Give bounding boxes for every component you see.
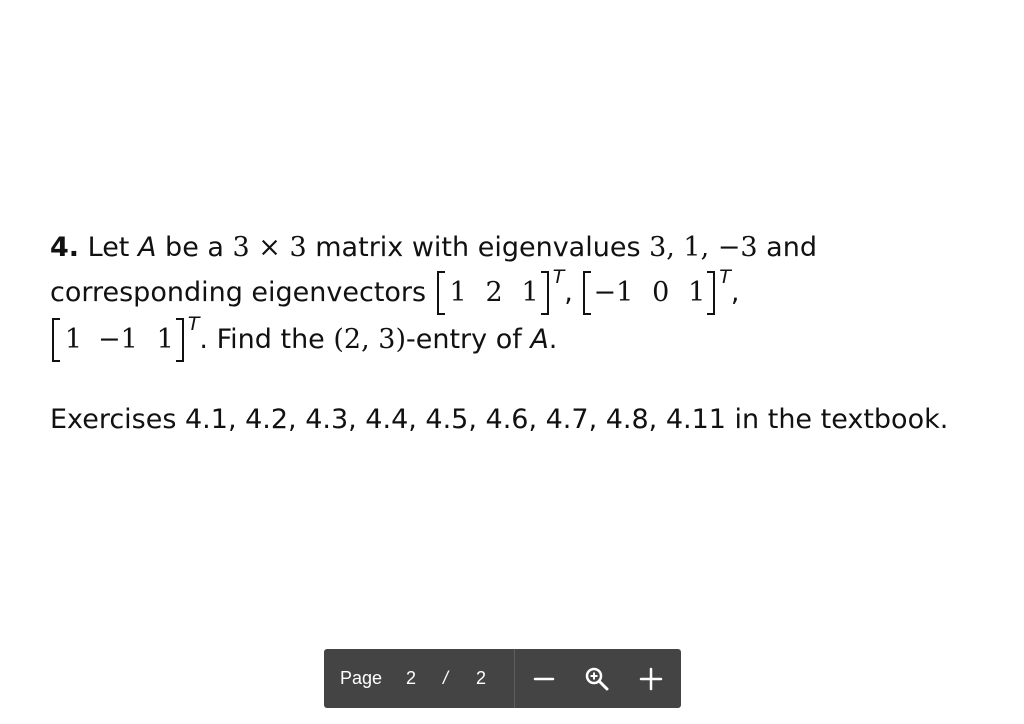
text: . Find the [199, 324, 334, 355]
current-page-input[interactable]: 2 [406, 668, 417, 688]
page-separator: / [443, 668, 449, 688]
transpose-mark: T [719, 266, 731, 288]
eigenvector-2 [583, 273, 715, 313]
document-page [50, 224, 990, 435]
transpose-mark: T [552, 266, 565, 288]
matrix-var: A [530, 324, 549, 355]
minus-icon [533, 668, 555, 690]
problem-line-2 [50, 266, 990, 316]
text: . [548, 324, 558, 355]
plus-icon [639, 667, 663, 691]
total-pages: 2 [476, 668, 487, 688]
matrix-dims: 3 × 3 [232, 232, 307, 263]
text: -entry of [405, 324, 531, 355]
exercises-text: Exercises 4.1, 4.2, 4.3, 4.4, 4.5, 4.6, 4.7, 4.8, 4.11 in the textbook. [50, 404, 949, 435]
vector-entry: 0 [652, 277, 670, 308]
text: Let [79, 232, 138, 263]
text: , [730, 277, 740, 308]
text: , [564, 277, 582, 308]
problem-4 [50, 224, 990, 363]
vector-entry: 1 [521, 277, 539, 308]
vector-entry: −1 [98, 324, 138, 355]
text: and [757, 232, 817, 263]
toolbar-divider [514, 649, 515, 708]
page-label: Page [340, 668, 383, 688]
vector-entry: 2 [485, 277, 503, 308]
matrix-var: A [137, 232, 157, 263]
vector-entry: −1 [593, 277, 634, 308]
eigenvector-1 [437, 273, 549, 313]
problem-line-3 [50, 313, 990, 363]
transpose-mark: T [187, 313, 200, 335]
pdf-toolbar [324, 649, 681, 708]
vector-entry: 1 [64, 324, 82, 355]
text: matrix with eigenvalues [306, 232, 650, 263]
entry-index: (2, 3) [333, 324, 406, 355]
text: be a [156, 232, 233, 263]
zoom-reset-button[interactable] [580, 662, 614, 696]
vector-entry: 1 [688, 277, 706, 308]
vector-entry: 1 [156, 324, 174, 355]
zoom-in-button[interactable] [634, 662, 668, 696]
problem-line-1 [50, 224, 990, 269]
magnifier-plus-icon [584, 666, 610, 692]
problem-number: 4. [50, 232, 80, 263]
text: corresponding eigenvectors [50, 277, 435, 308]
zoom-out-button[interactable] [527, 662, 561, 696]
vector-entry: 1 [449, 277, 467, 308]
eigenvalues: 3, 1, −3 [649, 232, 758, 263]
eigenvector-3 [52, 320, 184, 360]
